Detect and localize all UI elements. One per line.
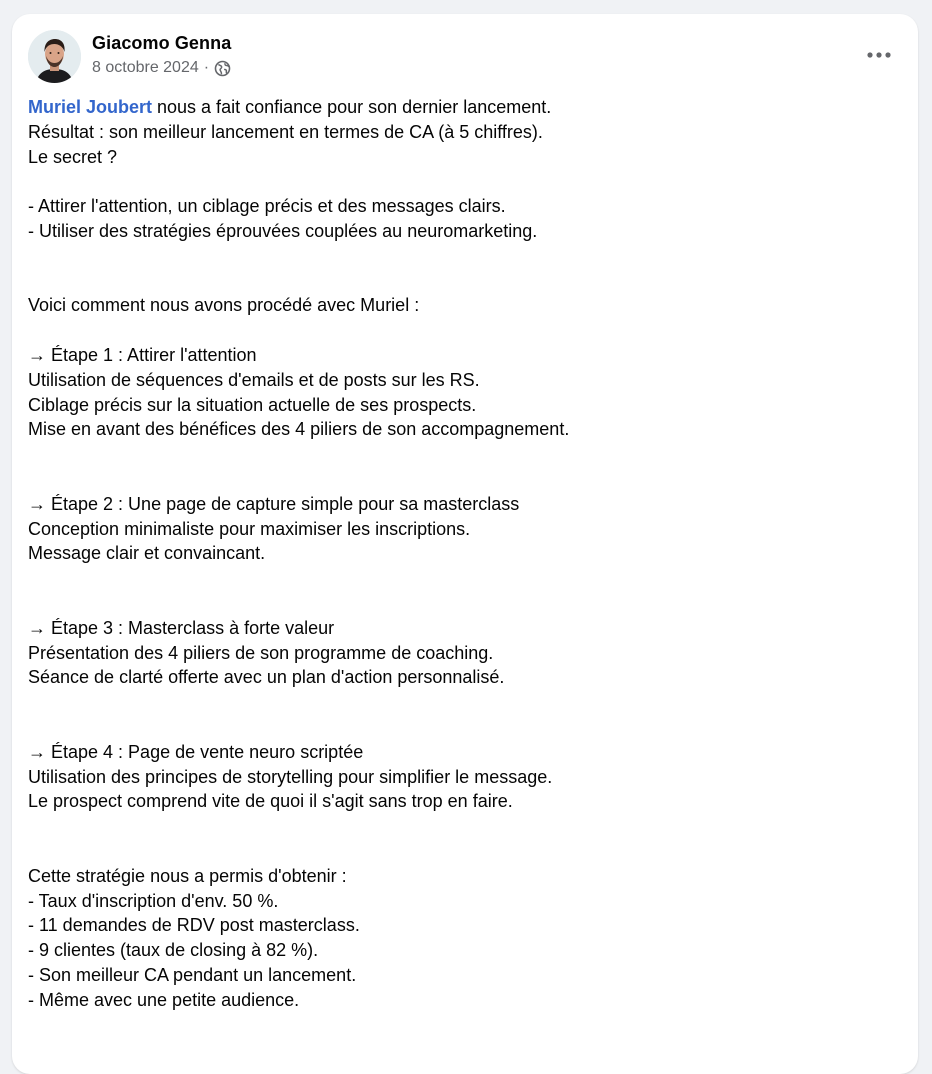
post-line [28,839,898,864]
post-line [28,591,898,616]
post-line [28,814,898,839]
post-line: Cette stratégie nous a permis d'obtenir : [28,865,347,886]
avatar-image [28,30,81,83]
post-line [28,467,898,492]
globe-icon[interactable] [214,60,231,77]
post-date[interactable]: 8 octobre 2024 [92,59,199,76]
post-card [12,14,918,1074]
post-line [28,318,898,343]
post-line [28,690,898,715]
post-line: Résultat : son meilleur lancement en termes de CA (à 5 chiffres). [28,121,543,142]
author-name[interactable]: Giacomo Genna [92,33,232,53]
post-line: Utilisation des principes de storytelling pour simplifier le message. [28,766,553,787]
post-line: Mise en avant des bénéfices des 4 piliers de son accompagnement. [28,419,570,440]
post-line: Message clair et convaincant. [28,543,266,564]
more-options-button[interactable] [866,44,892,66]
post-line [28,269,898,294]
mention-link[interactable]: Muriel Joubert [28,97,153,117]
post-line: Le prospect comprend vite de quoi il s'agit sans trop en faire. [28,791,513,812]
post-line [28,169,898,194]
post-line [28,244,898,269]
post-line: Conception minimaliste pour maximiser les inscriptions. [28,518,471,539]
post-line: Le secret ? [28,146,118,167]
post-line: - Attirer l'attention, un ciblage précis et des messages clairs. [28,196,506,217]
post-line-first [28,95,898,120]
post-line: - 11 demandes de RDV post masterclass. [28,915,360,936]
more-horizontal-icon [867,52,891,58]
post-line: Présentation des 4 piliers de son programme de coaching. [28,642,494,663]
post-line: - Son meilleur CA pendant un lancement. [28,964,357,985]
post-meta [92,59,231,77]
meta-separator: · [203,59,210,76]
post-line: Utilisation de séquences d'emails et de posts sur les RS. [28,369,480,390]
post-line: Séance de clarté offerte avec un plan d'action personnalisé. [28,667,505,688]
post-line: → Étape 4 : Page de vente neuro scriptée [28,741,364,762]
post-line: → Étape 1 : Attirer l'attention [28,344,257,365]
first-line-text: nous a fait confiance pour son dernier lancement. [152,97,552,117]
post-line: Ciblage précis sur la situation actuelle de ses prospects. [28,394,477,415]
author-avatar[interactable] [28,30,81,83]
post-body [28,95,898,1012]
post-line [28,442,898,467]
post-line: - Utiliser des stratégies éprouvées couplées au neuromarketing. [28,220,538,241]
post-line: - 9 clientes (taux de closing à 82 %). [28,940,319,961]
post-line: → Étape 3 : Masterclass à forte valeur [28,617,335,638]
post-lines [28,120,898,1013]
post-line [28,566,898,591]
post-line: → Étape 2 : Une page de capture simple pour sa masterclass [28,493,520,514]
post-line: Voici comment nous avons procédé avec Muriel : [28,295,420,316]
post-line [28,715,898,740]
post-line: - Taux d'inscription d'env. 50 %. [28,890,279,911]
post-line: - Même avec une petite audience. [28,989,300,1010]
